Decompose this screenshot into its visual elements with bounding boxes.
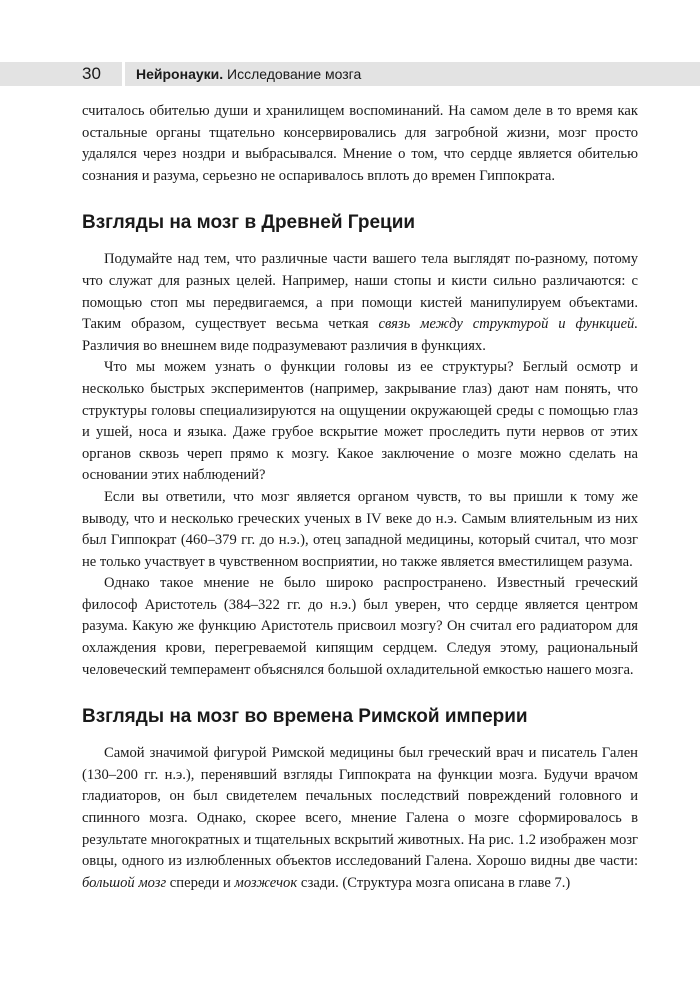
- paragraph-hippocrates: Если вы ответили, что мозг является органом чувств, то вы пришли к тому же выводу, что и несколько греческих ученых в IV веке до н.э. Самым влиятельным из них был Гиппократ (460–379 гг. до н.э.), отец западной медицины, который считал, что мозг не только участвует в чувственном восприятии, но также является вместилищем разума.: [82, 488, 638, 570]
- italic-term-cerebrum: большой мозг: [82, 874, 167, 891]
- italic-term-structure-function: связь между структурой и функцией.: [378, 316, 638, 333]
- paragraph-structure-function: [82, 249, 638, 357]
- paragraph-aristotle: Однако такое мнение не было широко распространено. Известный греческий философ Аристотель (384–322 гг. до н.э.) был уверен, что сердце является центром разума. Какую же функцию Аристотель присвоил мозгу? Он считал его радиатором для охлаждения крови, перегреваемой кипящим сердцем. Следуя этому, рациональный человеческий темперамент объяснялся большой охладительной емкостью нашего мозга.: [82, 575, 638, 678]
- chapter-title: Исследование мозга: [227, 66, 362, 82]
- paragraph-text: Подумайте над тем, что различные части вашего тела выглядят по-разному, потому что служат для разных целей. Например, наши стопы и кисти сильно различаются: с помощью стоп мы передвигаемся, а при помощи кистей манипулируем объектами. Таким образом, существует весьма четкая: [82, 251, 638, 333]
- italic-term-cerebellum: мозжечок: [234, 874, 298, 891]
- page-body: [82, 101, 638, 894]
- section-heading-greece: Взгляды на мозг в Древней Греции: [82, 212, 416, 234]
- paragraph-text: Самой значимой фигурой Римской медицины был греческий врач и писатель Гален (130–200 гг. н.э.), перенявший взгляды Гиппократа на функции мозга. Будучи врачом гладиаторов, он был свидетелем печальных последствий повреждений головного и спинного мозга. Однако, скорее всего, мнение Галена о мозге сформировалось в результате многократных и тщательных вскрытий животных. На рис. 1.2 изображен мозг овцы, одного из излюбленных объектов исследований Галена. Хорошо видны две части:: [82, 745, 638, 870]
- paragraph-head-structure: Что мы можем узнать о функции головы из ее структуры? Беглый осмотр и несколько быстрых экспериментов (например, закрывание глаз) дают нам понять, что структуры головы специализируются на ощущении окружающей среды с помощью глаз и ушей, носа и языка. Даже грубое вскрытие может проследить пути нервов от этих органов сквозь череп прямо к мозгу. Какое заключение о мозге можно сделать на основании этих наблюдений?: [82, 359, 638, 484]
- paragraph-text: сзади. (Структура мозга описана в главе 7.): [297, 874, 571, 891]
- section-heading-rome: Взгляды на мозг во времена Римской империи: [82, 706, 528, 728]
- running-head: [136, 65, 361, 83]
- page-number: 30: [82, 64, 101, 83]
- paragraph-text: Различия во внешнем виде подразумевают различия в функциях.: [82, 337, 486, 354]
- paragraph-text: спереди и: [166, 874, 235, 891]
- book-title: Нейронауки.: [136, 66, 224, 82]
- paragraph-galen: [82, 743, 638, 894]
- header-divider: [122, 62, 125, 86]
- intro-paragraph: считалось обителью души и хранилищем воспоминаний. На самом деле в то время как остальные органы тщательно консервировались для загробной жизни, мозг просто удалялся через ноздри и выбрасывался. Мнение о том, что сердце является обителью сознания и разума, серьезно не оспаривалось вплоть до времен Гиппократа.: [82, 103, 638, 184]
